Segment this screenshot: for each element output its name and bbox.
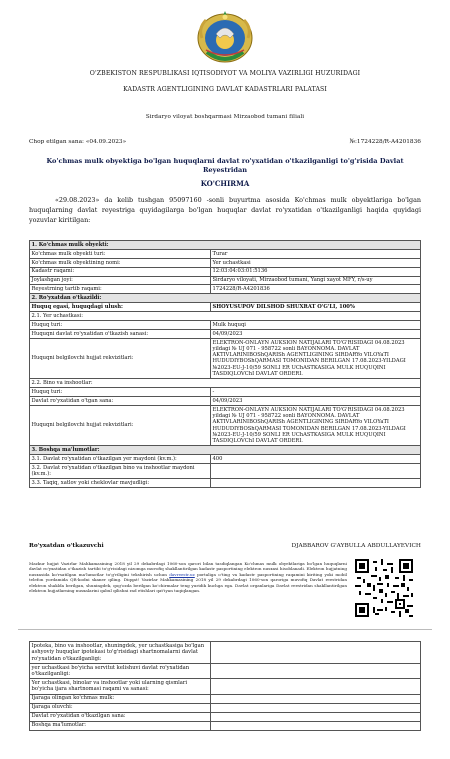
row-value: 04/09/2023 xyxy=(211,396,421,405)
row-value: 12:03:04:03:01:5136 xyxy=(211,267,421,276)
agency-title: KADASTR AGENTLIGINING DAVLAT KADASTRLARI PALATASI xyxy=(123,86,327,93)
table-row xyxy=(30,303,421,312)
table-row xyxy=(30,249,421,258)
registry-table xyxy=(29,240,421,488)
subsection-title: 2.2. Bino va inshootlar: xyxy=(30,379,421,388)
table-row xyxy=(30,312,421,321)
table-row xyxy=(30,455,421,464)
row-value xyxy=(211,721,421,730)
row-label: 3.3. Taqiq, xatlov yoki cheklovlar mavjudligi: xyxy=(30,479,211,488)
row-label: Ko'chmas mulk obyekti turi: xyxy=(30,249,211,258)
table-row xyxy=(30,258,421,267)
table-row xyxy=(30,703,421,712)
row-label: Huquq turi: xyxy=(30,321,211,330)
verification-link[interactable]: davreestr.uz xyxy=(169,571,195,577)
row-label: Ipoteka, bino va inshootlar, shuningdek, yer uchastkasiga bo'lgan ashyoviy huquqlar ipotekasi to'g'risidagi shartnomalarni davlat ro'yxatidan o'tkazilganligi: xyxy=(30,642,211,664)
encumbrance-table xyxy=(29,641,421,731)
qr-code[interactable] xyxy=(355,559,413,617)
row-label: Reyestrning tartib raqami: xyxy=(30,285,211,294)
table-row xyxy=(30,321,421,330)
table-row xyxy=(30,694,421,703)
row-value xyxy=(211,464,421,479)
document-meta-row xyxy=(29,139,421,149)
row-label: Yer uchastkasi, binolar va inshootlar yoki ularning qismlari bo'yicha ijara shartnomasi raqami va sanasi: xyxy=(30,679,211,694)
branch-title: Sirdaryo viloyat boshqarmasi Mirzaobod tumani filiali xyxy=(145,114,305,120)
row-value xyxy=(211,694,421,703)
row-value: - xyxy=(211,388,421,397)
registrar-name: DJABBAROV G'AYBULLA ABDULLAYEVICH xyxy=(291,543,421,549)
row-label: 3.1. Davlat ro'yxatidan o'tkazilgan yer maydoni (kv.m.): xyxy=(30,455,211,464)
row-label: Huquqni davlat ro'yxatidan o'tkazish sanasi: xyxy=(30,329,211,338)
row-value xyxy=(211,703,421,712)
section-3-title: 3. Boshqa ma'lumotlar: xyxy=(30,446,421,455)
document-number: №:1724228/R-A4201836 xyxy=(349,139,421,145)
section-1-title: 1. Ko'chmas mulk obyekti: xyxy=(30,241,421,250)
document-subtitle: KO'CHIRMA xyxy=(200,179,250,188)
legal-notice xyxy=(29,561,347,593)
intro-paragraph: «29.08.2023» da kelib tushgan 95097160 -sonli buyurtma asosida Ko'chmas mulk obyektlariga bo'lgan huquqlarning davlat reyestriga quyidagilarga bo'lgan huquqlar davlat ro'yxatidan o'tkazilganligi haqida quyidagi yozuvlar kiritilgan: xyxy=(29,196,421,224)
row-label: Boshqa ma'lumotlar: xyxy=(30,721,211,730)
table-row xyxy=(30,712,421,721)
row-label: Kadastr raqami: xyxy=(30,267,211,276)
coat-of-arms-emblem xyxy=(194,8,256,66)
section-header xyxy=(30,294,421,303)
table-row xyxy=(30,642,421,664)
section-header xyxy=(30,241,421,250)
table-row xyxy=(30,267,421,276)
document-title: Ko'chmas mulk obyektiga bo'lgan huquqlarni davlat ro'yxatidan o'tkazilganligi to'g'risida Davlat Reyestridan xyxy=(46,157,404,174)
row-value xyxy=(211,712,421,721)
row-label: 3.2. Davlat ro'yxatidan o'tkazilgan bino va inshootlar maydoni (kv.m.): xyxy=(30,464,211,479)
row-label: Davlat ro'yxatidan o'tkazilgan sana: xyxy=(30,712,211,721)
row-value xyxy=(211,679,421,694)
row-label: Ijaraga oluvchi: xyxy=(30,703,211,712)
row-value: ELEKTRON-ONLAYN AUKSION NATIJALARI TO'G'RISIDAGI 04.08.2023 yildagi № UJ 071 - 958722 sonli BAYONNOMA. DAVLAT AKTIVLARINIBOShQARISh AGENTLIGINING SIRDARYo VILOYaTI HUDUDIYBOShQARMASI TOMONIDAN BERILGAN 17.08.2023-YILDAGI №2023-EU-J-10/59 SONLI ER UChASTKASIGA MULK HUQUQINI TASDIQLOVChI DAVLAT ORDERI. xyxy=(211,405,421,445)
row-value: 1724228/R-A4201836 xyxy=(211,285,421,294)
registrar-label: Ro'yxatdan o'tkazuvchi xyxy=(29,543,104,549)
table-row xyxy=(30,479,421,488)
row-label: Ko'chmas mulk obyektining nomi: xyxy=(30,258,211,267)
row-value: 04/09/2023 xyxy=(211,329,421,338)
notice-text-continued: portaliga o'ting va kadastr pasportining raqamini kiriting yoki mobil telefon yordamida QR-kodni skaner qiling. Diqqat! Vazirlar Mahkamasining 2018 yil 29 dekabrdagi 1060-son qaroriga muvofiq Davlat reestridan elektron shaklda berilgan, shuningdek, qog'ozda berilgan ko'chirmalar teng yuridik kuchga ega. Davlat organlariga Davlat reestridan shakllantirilgan elektron hujjatlarning nusxalarini qabul qilishni rad etishlari qat'iyan taqiqlangan. xyxy=(29,571,347,594)
table-row xyxy=(30,388,421,397)
table-row xyxy=(30,679,421,694)
section-header xyxy=(30,446,421,455)
row-value: Sirdaryo viloyati, Mirzaobod tumani, Yangi xayot MFY, r/s-uy xyxy=(211,276,421,285)
row-value xyxy=(211,663,421,678)
table-row xyxy=(30,338,421,378)
print-date: Chop etilgan sana: «04.09.2023» xyxy=(29,139,127,145)
row-label: Joylashgan joyi: xyxy=(30,276,211,285)
table-row xyxy=(30,663,421,678)
row-label: Huquq turi: xyxy=(30,388,211,397)
row-label: Ijaraga olingan ko'chmas mulk: xyxy=(30,694,211,703)
table-row xyxy=(30,405,421,445)
row-label: Huquqni belgilovchi hujjat rekvizitlari: xyxy=(30,405,211,445)
table-row xyxy=(30,396,421,405)
table-row xyxy=(30,464,421,479)
holder-value: SHOYUSUPOV DILSHOD SHUXRAT O'G'LI, 100% xyxy=(211,303,421,312)
subsection-title: 2.1. Yer uchastkasi: xyxy=(30,312,421,321)
row-label: Davlat ro'yxatidan o'tgan sana: xyxy=(30,396,211,405)
row-value xyxy=(211,642,421,664)
table-row xyxy=(30,276,421,285)
page-divider xyxy=(18,629,432,630)
row-value: Mulk huquqi xyxy=(211,321,421,330)
row-label: yer uchastkasi bo'yicha servitut kelishuvi davlat ro'yxatidan o'tkazilganligi: xyxy=(30,663,211,678)
row-value xyxy=(211,479,421,488)
ministry-title: O'ZBEKISTON RESPUBLIKASI IQTISODIYOT VA MOLIYA VAZIRLIGI HUZURIDAGI xyxy=(89,70,361,77)
table-row xyxy=(30,285,421,294)
table-row xyxy=(30,721,421,730)
row-value: Yer uchastkasi xyxy=(211,258,421,267)
holder-label: Huquq egasi, huquqdagi ulush: xyxy=(30,303,211,312)
table-row xyxy=(30,379,421,388)
row-value: Turar xyxy=(211,249,421,258)
table-row xyxy=(30,329,421,338)
row-value: ELEKTRON-ONLAYN AUKSION NATIJALARI TO'G'RISIDAGI 04.08.2023 yildagi № UJ 071 - 958722 sonli BAYONNOMA. DAVLAT AKTIVLARINIBOShQARISh AGENTLIGINING SIRDARYo VILOYaTI HUDUDIYBOShQARMASI TOMONIDAN BERILGAN 17.08.2023-YILDAGI №2023-EU-J-10/59 SONLI ER UChASTKASIGA MULK HUQUQINI TASDIQLOVChI DAVLAT ORDERI. xyxy=(211,338,421,378)
notice-text: Mazkur hujjat Vazirlar Mahkamasining 2018 yil 29 dekabrdagi 1060-son qarori bilan tasdiqlangan Ko'chmas mulk obyektlariga bo'lgan huquqlarni davlat ro'yxatidan o'tkazish tartibi to'g'risidagi nizomga muvofiq shakllantirilgan kadastr pasportining elektron nusxasi hisoblanadi. Elektron hujjatning nusxasida ko'rsatilgan ma'lumotlar to'g'riligini tekshirish uchun xyxy=(29,561,347,577)
section-2-title: 2. Ro'yxatdan o'tkazildi: xyxy=(30,294,421,303)
row-value: 400 xyxy=(211,455,421,464)
row-label: Huquqni belgilovchi hujjat rekvizitlari: xyxy=(30,338,211,378)
